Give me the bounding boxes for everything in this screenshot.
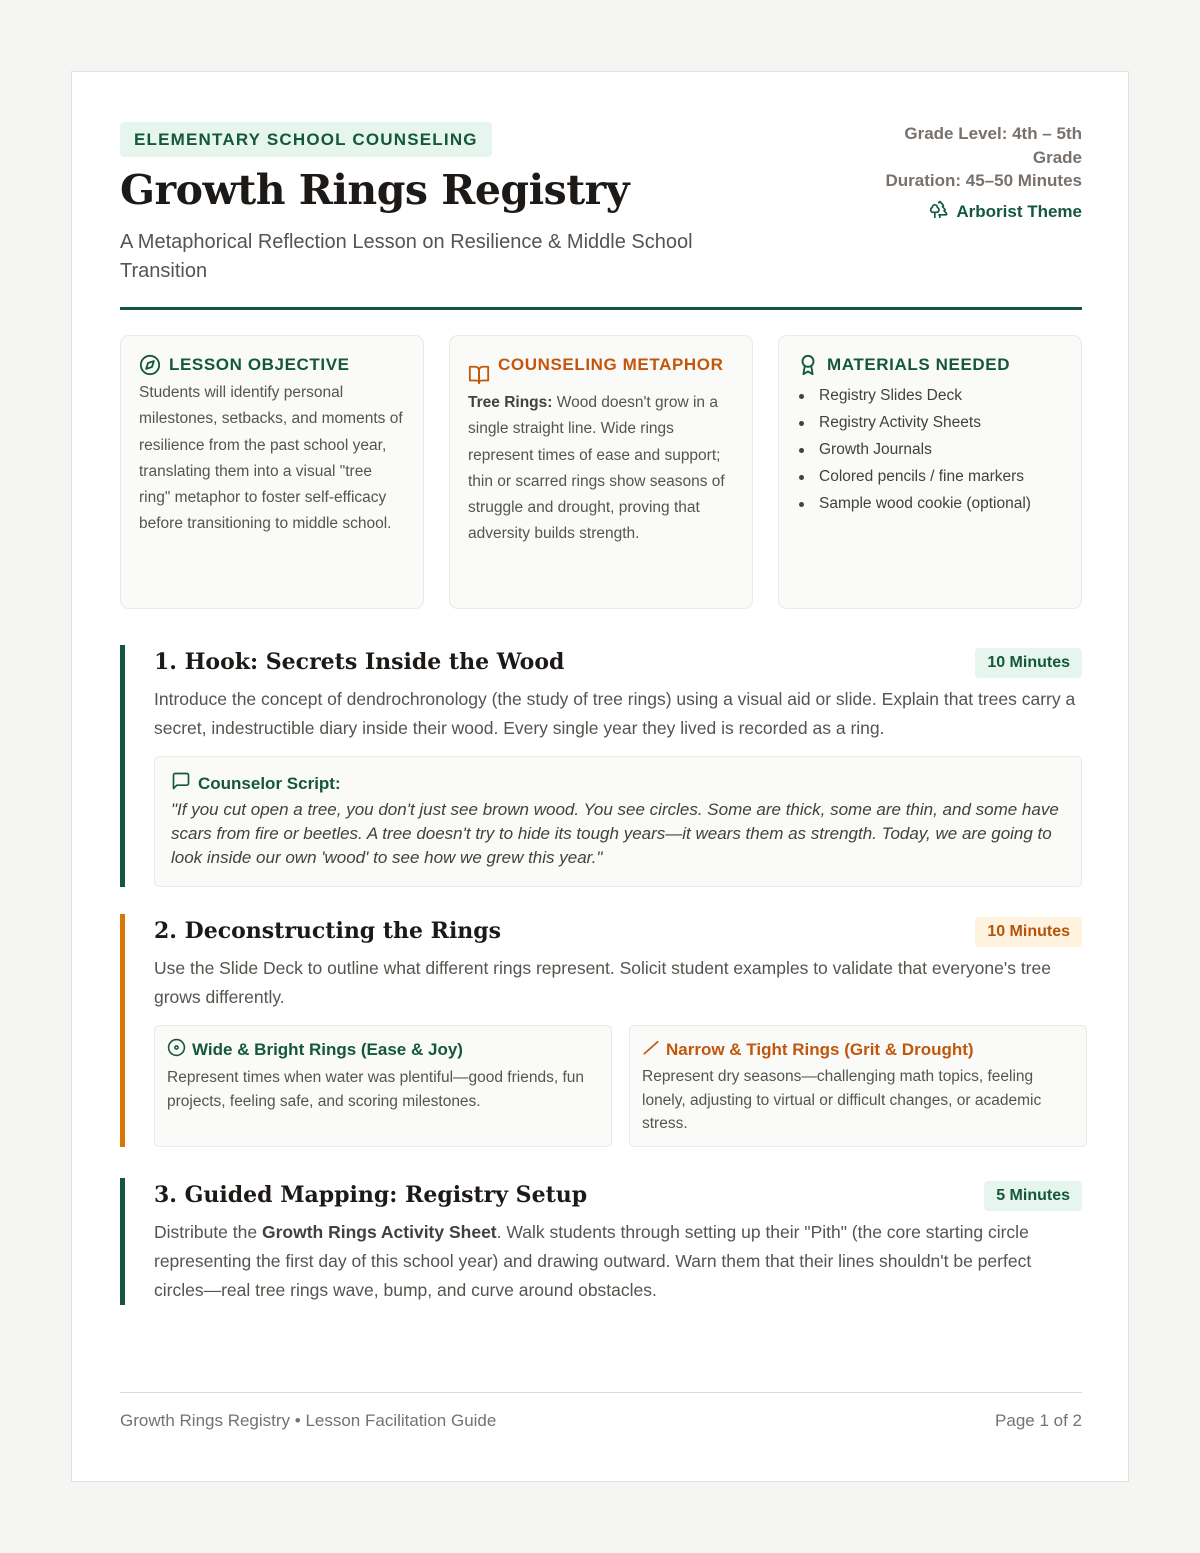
theme-text: Arborist Theme (956, 202, 1082, 221)
metaphor-heading (468, 353, 734, 386)
duration-badge: 10 Minutes (975, 648, 1082, 678)
section-rings (120, 914, 1082, 1147)
script-quote: "If you cut open a tree, you don't just see brown wood. You see circles. Some are thick, some are thin, and some have scars from fire or beetles. A tree doesn't try to hide its tough years—it wears them as strength. Today, we are going to look inside our own 'wood' to see how we grew this year." (171, 800, 1059, 867)
footer-left: Growth Rings Registry • Lesson Facilitation Guide (120, 1411, 497, 1430)
objective-body: Students will identify personal milestones, setbacks, and moments of resilience from the past school year, translating them into a visual "tree ring" metaphor to foster self-efficacy before transitioning to middle school. (139, 384, 403, 533)
duration: Duration: 45–50 Minutes (885, 171, 1082, 190)
slash-icon (642, 1038, 660, 1061)
materials-list (797, 382, 1063, 517)
metaphor-card (449, 335, 753, 609)
award-icon (797, 354, 819, 376)
category-tag: ELEMENTARY SCHOOL COUNSELING (120, 122, 492, 157)
narrow-rings-heading (642, 1038, 1074, 1061)
section-body: Introduce the concept of dendrochronology (the study of tree rings) using a visual aid or slide. Explain that trees carry a secret, indestructible diary inside their wood. Every single year they lived is recorded as a ring. (154, 689, 1076, 738)
section-title: 1. Hook: Secrets Inside the Wood (154, 649, 565, 675)
materials-item: Sample wood cookie (optional) (797, 490, 1063, 517)
section-body: Use the Slide Deck to outline what different rings represent. Solicit student examples to validate that everyone's tree grows differently. (154, 958, 1051, 1007)
book-open-icon (468, 364, 490, 386)
wide-rings-card (154, 1025, 612, 1147)
section-header (154, 914, 1082, 954)
metaphor-body (468, 390, 734, 548)
materials-card (778, 335, 1082, 609)
theme-label (862, 199, 1082, 226)
section-header (154, 645, 1082, 685)
objective-card (120, 335, 424, 609)
counselor-script (154, 756, 1082, 887)
script-label-text: Counselor Script: (198, 773, 341, 793)
duration-badge: 10 Minutes (975, 917, 1082, 947)
page-subtitle: A Metaphorical Reflection Lesson on Resilience & Middle School Transition (120, 231, 693, 282)
metaphor-lead: Tree Rings: (468, 394, 553, 411)
materials-heading (797, 353, 1063, 376)
wide-rings-title: Wide & Bright Rings (Ease & Joy) (192, 1040, 463, 1059)
body-text: Distribute the (154, 1222, 262, 1242)
objective-heading (139, 353, 405, 376)
ring-types (154, 1025, 1082, 1147)
grade-level: Grade Level: 4th – 5th Grade (904, 124, 1082, 167)
metaphor-text: Wood doesn't grow in a single straight line. Wide rings represent times of ease and support; thin or scarred rings show seasons of struggle and drought, proving that adversity builds strength. (468, 394, 725, 543)
narrow-rings-body: Represent dry seasons—challenging math topics, feeling lonely, adjusting to virtual or difficult changes, or academic stress. (642, 1068, 1042, 1132)
body-text: . Walk students through setting up their "Pith" (the core starting circle representing the first day of this school year) and drawing outward. Warn them that their lines shouldn't be perfect circles—real tree rings wave, bump, and curve around obstacles. (154, 1222, 1032, 1300)
page-number: Page 1 of 2 (995, 1411, 1082, 1430)
page (71, 71, 1129, 1482)
script-label (171, 771, 1065, 796)
page-content (120, 122, 1082, 1430)
section-title: 3. Guided Mapping: Registry Setup (154, 1182, 588, 1208)
target-icon (167, 1038, 186, 1062)
header (120, 122, 1082, 310)
overview-cards (120, 335, 1082, 609)
materials-title: MATERIALS NEEDED (827, 355, 1011, 374)
message-square-icon (171, 771, 191, 796)
materials-item: Growth Journals (797, 436, 1063, 463)
wide-rings-heading (167, 1038, 599, 1062)
compass-icon (139, 354, 161, 376)
trees-icon (929, 199, 949, 226)
section-title: 2. Deconstructing the Rings (154, 918, 502, 944)
footer (120, 1392, 1082, 1431)
materials-item: Registry Activity Sheets (797, 409, 1063, 436)
metaphor-title: COUNSELING METAPHOR (498, 355, 724, 374)
materials-item: Colored pencils / fine markers (797, 463, 1063, 490)
section-body (154, 1218, 1082, 1305)
activity-sheet-name: Growth Rings Activity Sheet (261, 1222, 497, 1242)
narrow-rings-card (629, 1025, 1087, 1147)
page-title: Growth Rings Registry (120, 166, 630, 214)
section-mapping (120, 1178, 1082, 1305)
objective-title: LESSON OBJECTIVE (169, 355, 350, 374)
materials-item: Registry Slides Deck (797, 382, 1063, 409)
lesson-meta (862, 122, 1082, 225)
wide-rings-body: Represent times when water was plentiful—good friends, fun projects, feeling safe, and scoring milestones. (167, 1069, 584, 1110)
section-header (154, 1178, 1082, 1218)
section-hook (120, 645, 1082, 887)
narrow-rings-title: Narrow & Tight Rings (Grit & Drought) (666, 1039, 974, 1059)
duration-badge: 5 Minutes (984, 1181, 1082, 1211)
